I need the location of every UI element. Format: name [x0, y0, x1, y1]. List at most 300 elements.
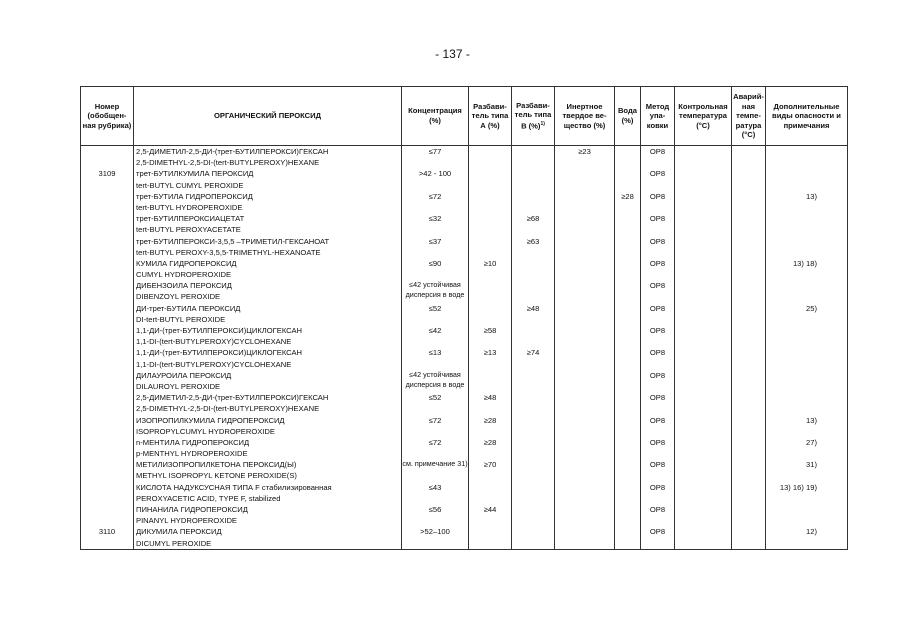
hazards-notes-cell [766, 191, 848, 213]
peroxide-name-cell [134, 280, 402, 302]
packing-method-cell [641, 347, 675, 369]
concentration-value: ≤90 [428, 258, 442, 268]
concentration-value: >52–100 [420, 527, 450, 537]
peroxide-name-cell [134, 347, 402, 369]
packing-method-cell [641, 303, 675, 325]
hazards-notes-cell [766, 213, 848, 235]
water-value [615, 392, 640, 403]
concentration-cell [402, 146, 469, 169]
packing-method-value: OP8 [649, 393, 666, 403]
header-number: Номер (обобщен-ная рубрика) [81, 87, 134, 146]
packing-method-cell [641, 437, 675, 459]
un-number-cell [81, 370, 134, 392]
hazards-notes-cell [766, 437, 848, 459]
packing-method-value: OP8 [649, 214, 666, 224]
water-cell [615, 370, 641, 392]
water-value [615, 303, 640, 314]
table-row [81, 347, 848, 369]
inert-solid-cell [555, 146, 615, 169]
concentration-cell [402, 459, 469, 481]
hazards-notes-cell [766, 370, 848, 392]
concentration-cell [402, 415, 469, 437]
diluent-a-value [469, 370, 511, 381]
table-row [81, 437, 848, 459]
diluent-a-cell [469, 146, 512, 169]
un-number-cell [81, 146, 134, 169]
un-number-cell [81, 325, 134, 347]
control-temp-cell [675, 504, 732, 526]
diluent-b-value: ≥48 [526, 303, 540, 313]
diluent-b-cell [512, 325, 555, 347]
packing-method-cell [641, 526, 675, 549]
hazards-notes-cell [766, 303, 848, 325]
peroxide-name-ru: ДИЛАУРОИЛА ПЕРОКСИД [136, 370, 232, 380]
concentration-cell [402, 392, 469, 414]
hazards-notes [766, 325, 847, 336]
hazards-notes-cell [766, 347, 848, 369]
emergency-temp-cell [732, 168, 766, 190]
peroxide-name-cell [134, 459, 402, 481]
inert-solid-value [555, 482, 614, 493]
header-row [81, 87, 848, 146]
un-number [81, 258, 133, 269]
un-number: 3110 [98, 527, 116, 537]
table-row [81, 459, 848, 481]
diluent-b-cell [512, 280, 555, 302]
inert-solid-value [555, 504, 614, 515]
hazards-notes-cell [766, 236, 848, 258]
concentration-cell [402, 191, 469, 213]
emergency-temp-cell [732, 191, 766, 213]
header-peroxide: ОРГАНИЧЕСКИЙ ПЕРОКСИД [134, 87, 402, 146]
diluent-b-value [512, 325, 554, 336]
peroxide-table [80, 86, 848, 550]
hazards-notes-cell [766, 258, 848, 280]
un-number-cell [81, 347, 134, 369]
diluent-b-value [512, 415, 554, 426]
header-emergency-temp: Аварий-ная темпе-ратура (°С) [732, 87, 766, 146]
diluent-a-value [469, 303, 511, 314]
concentration-value: ≤42 [428, 326, 442, 335]
emergency-temp-cell [732, 258, 766, 280]
diluent-b-cell [512, 370, 555, 392]
water-cell [615, 415, 641, 437]
diluent-b-value [512, 526, 554, 537]
packing-method-value: OP8 [649, 303, 666, 313]
peroxide-name-ru: КУМИЛА ГИДРОПЕРОКСИД [136, 258, 237, 268]
peroxide-name-en: PINANYL HYDROPEROXIDE [136, 516, 237, 526]
table-row [81, 191, 848, 213]
inert-solid-value [555, 370, 614, 381]
inert-solid-cell [555, 482, 615, 504]
diluent-a-value [469, 191, 511, 202]
hazards-notes-cell [766, 415, 848, 437]
peroxide-name-en: tert-BUTYL PEROXY-3,5,5-TRIMETHYL-HEXANOATE [136, 247, 321, 257]
water-value [615, 325, 640, 336]
peroxide-name-cell [134, 213, 402, 235]
emergency-temp-cell [732, 392, 766, 414]
emergency-temp-cell [732, 347, 766, 369]
diluent-a-cell [469, 392, 512, 414]
table-row [81, 213, 848, 235]
concentration-value: ≤13 [428, 348, 442, 358]
water-cell [615, 280, 641, 302]
peroxide-name-cell [134, 504, 402, 526]
hazards-notes-cell [766, 526, 848, 549]
un-number [81, 146, 133, 157]
water-value [615, 347, 640, 358]
inert-solid-cell [555, 303, 615, 325]
un-number [81, 325, 133, 336]
emergency-temp-cell [732, 459, 766, 481]
inert-solid-cell [555, 258, 615, 280]
inert-solid-value [555, 437, 614, 448]
header-water: Вода (%) [615, 87, 641, 146]
diluent-b-value [512, 168, 554, 179]
un-number-cell [81, 392, 134, 414]
table-row [81, 258, 848, 280]
un-number-cell [81, 504, 134, 526]
inert-solid-cell [555, 370, 615, 392]
packing-method-value: OP8 [649, 482, 666, 492]
header-diluent-b-footnote: 1) [540, 121, 545, 128]
concentration-value: ≤52 [428, 303, 442, 313]
water-cell [615, 482, 641, 504]
water-value [615, 482, 640, 493]
peroxide-name-ru: 1,1-ДИ-(трет-БУТИЛПЕРОКСИ)ЦИКЛОГЕКСАН [136, 348, 303, 358]
diluent-a-cell [469, 347, 512, 369]
packing-method-value: OP8 [649, 191, 666, 201]
hazards-notes-cell [766, 325, 848, 347]
peroxide-name-cell [134, 437, 402, 459]
un-number-cell [81, 526, 134, 549]
peroxide-name-ru: 2,5-ДИМЕТИЛ-2,5-ДИ-(трет-БУТИЛПЕРОКСИ)ГЕКСАН [136, 393, 329, 403]
inert-solid-cell [555, 280, 615, 302]
packing-method-value: OP8 [649, 236, 666, 246]
control-temp-cell [675, 482, 732, 504]
water-value [615, 415, 640, 426]
emergency-temp-cell [732, 482, 766, 504]
peroxide-name-ru: трет-БУТИЛПЕРОКСИ-3,5,5 –ТРИМЕТИЛ-ГЕКСАНОАТ [136, 236, 330, 246]
emergency-temp-cell [732, 437, 766, 459]
inert-solid-cell [555, 168, 615, 190]
table-row [81, 482, 848, 504]
table-row [81, 392, 848, 414]
diluent-a-cell [469, 213, 512, 235]
peroxide-name-ru: 2,5-ДИМЕТИЛ-2,5-ДИ-(трет-БУТИЛПЕРОКСИ)ГЕКСАН [136, 147, 329, 156]
inert-solid-value [555, 258, 614, 269]
diluent-b-cell [512, 191, 555, 213]
packing-method-cell [641, 280, 675, 302]
packing-method-cell [641, 191, 675, 213]
inert-solid-value [555, 280, 614, 291]
diluent-a-cell [469, 325, 512, 347]
peroxide-name-en: 2,5-DIMETHYL-2,5-DI-(tert-BUTYLPEROXY)HEXANE [136, 404, 320, 414]
packing-method-value: OP8 [649, 326, 666, 335]
peroxide-name-en: 2,5-DIMETHYL-2,5-DI-(tert-BUTYLPEROXY)HEXANE [136, 158, 320, 168]
hazards-notes: 13) 18) [792, 258, 817, 268]
diluent-a-value [469, 213, 511, 224]
un-number [81, 392, 133, 403]
hazards-notes: 25) [806, 303, 817, 313]
water-value [615, 213, 640, 224]
inert-solid-value [555, 168, 614, 179]
table-row [81, 415, 848, 437]
diluent-a-cell [469, 280, 512, 302]
concentration-value: ≤32 [428, 214, 442, 224]
inert-solid-value: ≥23 [578, 147, 591, 156]
water-cell [615, 392, 641, 414]
hazards-notes [766, 168, 847, 179]
packing-method-value: OP8 [649, 348, 666, 358]
diluent-b-cell [512, 258, 555, 280]
diluent-a-cell [469, 526, 512, 549]
diluent-a-value: ≥58 [483, 326, 497, 335]
water-cell [615, 347, 641, 369]
peroxide-name-en: CUMYL HYDROPEROXIDE [136, 270, 232, 280]
emergency-temp-cell [732, 504, 766, 526]
diluent-a-value: ≥28 [483, 437, 497, 447]
hazards-notes [766, 347, 847, 358]
peroxide-name-cell [134, 526, 402, 549]
diluent-a-value [469, 482, 511, 493]
hazards-notes [766, 280, 847, 291]
diluent-b-cell [512, 415, 555, 437]
concentration-value: ≤72 [428, 437, 442, 447]
concentration-cell [402, 325, 469, 347]
diluent-a-cell [469, 168, 512, 190]
peroxide-name-cell [134, 325, 402, 347]
peroxide-name-cell [134, 191, 402, 213]
water-cell [615, 146, 641, 169]
peroxide-name-ru: 1,1-ДИ-(трет-БУТИЛПЕРОКСИ)ЦИКЛОГЕКСАН [136, 326, 303, 335]
table-row [81, 168, 848, 190]
concentration-value: ≤42 устойчивая дисперсия в воде [405, 280, 465, 300]
hazards-notes-cell [766, 392, 848, 414]
hazards-notes: 12) [806, 527, 817, 537]
water-value [615, 236, 640, 247]
un-number [81, 347, 133, 358]
water-cell [615, 325, 641, 347]
un-number-cell [81, 459, 134, 481]
inert-solid-cell [555, 213, 615, 235]
peroxide-name-cell [134, 258, 402, 280]
un-number-cell [81, 482, 134, 504]
emergency-temp-cell [732, 526, 766, 549]
control-temp-cell [675, 168, 732, 190]
emergency-temp-cell [732, 146, 766, 169]
un-number [81, 191, 133, 202]
concentration-cell [402, 213, 469, 235]
header-diluent-b-label: Разбави-тель типа В (%) [514, 100, 552, 131]
concentration-cell [402, 236, 469, 258]
water-value [615, 258, 640, 269]
hazards-notes: 31) [806, 460, 817, 470]
peroxide-name-cell [134, 146, 402, 169]
packing-method-cell [641, 325, 675, 347]
table-row [81, 370, 848, 392]
water-value [615, 504, 640, 515]
hazards-notes [766, 236, 847, 247]
un-number-cell [81, 280, 134, 302]
peroxide-name-ru: ПИНАНИЛА ГИДРОПЕРОКСИД [136, 505, 248, 514]
peroxide-name-ru: ИЗОПРОПИЛКУМИЛА ГИДРОПЕРОКСИД [136, 415, 285, 425]
diluent-b-cell [512, 213, 555, 235]
inert-solid-cell [555, 459, 615, 481]
peroxide-name-ru: трет-БУТИЛА ГИДРОПЕРОКСИД [136, 191, 253, 201]
diluent-a-cell [469, 191, 512, 213]
header-hazards: Дополнительные виды опасности и примечания [766, 87, 848, 146]
hazards-notes [766, 146, 847, 157]
concentration-value: ≤43 [428, 482, 442, 492]
diluent-b-value [512, 437, 554, 448]
peroxide-name-en: p-MENTHYL HYDROPEROXIDE [136, 449, 248, 459]
diluent-a-value [469, 236, 511, 247]
water-cell [615, 258, 641, 280]
water-cell [615, 236, 641, 258]
peroxide-name-cell [134, 303, 402, 325]
diluent-b-value [512, 504, 554, 515]
concentration-cell [402, 437, 469, 459]
table-row [81, 325, 848, 347]
peroxide-name-cell [134, 392, 402, 414]
packing-method-value: OP8 [649, 147, 666, 156]
diluent-a-cell [469, 258, 512, 280]
diluent-a-value: ≥13 [483, 348, 497, 358]
hazards-notes [766, 213, 847, 224]
hazards-notes [766, 504, 847, 515]
emergency-temp-cell [732, 370, 766, 392]
diluent-b-value [512, 280, 554, 291]
diluent-b-value [512, 191, 554, 202]
packing-method-value: OP8 [649, 281, 666, 291]
packing-method-cell [641, 392, 675, 414]
concentration-value: см. примечание 31) [402, 459, 468, 469]
control-temp-cell [675, 236, 732, 258]
concentration-cell [402, 370, 469, 392]
diluent-a-cell [469, 236, 512, 258]
control-temp-cell [675, 191, 732, 213]
diluent-b-value: ≥63 [526, 236, 540, 246]
peroxide-name-cell [134, 482, 402, 504]
peroxide-name-en: tert-BUTYL PEROXYACETATE [136, 225, 241, 235]
inert-solid-value [555, 213, 614, 224]
un-number [81, 370, 133, 381]
peroxide-name-cell [134, 236, 402, 258]
concentration-cell [402, 168, 469, 190]
emergency-temp-cell [732, 236, 766, 258]
table-row [81, 280, 848, 302]
packing-method-cell [641, 459, 675, 481]
control-temp-cell [675, 280, 732, 302]
hazards-notes: 13) 16) 19) [779, 482, 817, 492]
un-number-cell [81, 303, 134, 325]
diluent-a-cell [469, 437, 512, 459]
diluent-b-cell [512, 146, 555, 169]
inert-solid-cell [555, 347, 615, 369]
concentration-cell [402, 303, 469, 325]
emergency-temp-cell [732, 280, 766, 302]
diluent-a-value: ≥28 [483, 415, 497, 425]
diluent-b-value [512, 482, 554, 493]
diluent-a-value [469, 146, 511, 157]
peroxide-name-cell [134, 168, 402, 190]
un-number-cell [81, 437, 134, 459]
concentration-value: ≤72 [428, 191, 442, 201]
packing-method-value: OP8 [649, 169, 666, 179]
un-number-cell [81, 415, 134, 437]
water-value [615, 370, 640, 381]
control-temp-cell [675, 146, 732, 169]
un-number [81, 437, 133, 448]
peroxide-name-en: PEROXYACETIC ACID, TYPE F, stabilized [136, 493, 281, 503]
hazards-notes: 13) [806, 191, 817, 201]
un-number [81, 213, 133, 224]
packing-method-cell [641, 213, 675, 235]
water-value [615, 280, 640, 291]
packing-method-cell [641, 168, 675, 190]
water-value: ≥28 [621, 191, 634, 201]
concentration-cell [402, 280, 469, 302]
water-cell [615, 191, 641, 213]
inert-solid-value [555, 526, 614, 537]
peroxide-name-ru: трет-БУТИЛПЕРОКСИАЦЕТАТ [136, 214, 245, 224]
table-row [81, 146, 848, 169]
peroxide-name-cell [134, 370, 402, 392]
peroxide-name-ru: МЕТИЛИЗОПРОПИЛКЕТОНА ПЕРОКСИД(Ы) [136, 460, 297, 470]
diluent-a-cell [469, 482, 512, 504]
water-value [615, 459, 640, 470]
inert-solid-value [555, 303, 614, 314]
peroxide-name-ru: ДИКУМИЛА ПЕРОКСИД [136, 527, 222, 537]
inert-solid-cell [555, 526, 615, 549]
packing-method-cell [641, 146, 675, 169]
header-control-temp: Контрольная температура (°С) [675, 87, 732, 146]
packing-method-value: OP8 [649, 505, 666, 514]
packing-method-value: OP8 [649, 437, 666, 447]
concentration-cell [402, 504, 469, 526]
packing-method-value: OP8 [649, 370, 666, 380]
diluent-a-value: ≥48 [483, 393, 497, 403]
inert-solid-cell [555, 325, 615, 347]
inert-solid-cell [555, 236, 615, 258]
diluent-b-value [512, 146, 554, 157]
diluent-b-value: ≥68 [526, 214, 540, 224]
un-number [81, 482, 133, 493]
header-concentration: Концентрация (%) [402, 87, 469, 146]
diluent-b-value: ≥74 [526, 348, 540, 358]
hazards-notes: 27) [806, 437, 817, 447]
peroxide-name-ru: ДИ-трет-БУТИЛА ПЕРОКСИД [136, 303, 241, 313]
header-diluent-a: Разбави-тель типа А (%) [469, 87, 512, 146]
inert-solid-cell [555, 191, 615, 213]
control-temp-cell [675, 459, 732, 481]
un-number [81, 504, 133, 515]
concentration-cell [402, 258, 469, 280]
inert-solid-cell [555, 504, 615, 526]
water-cell [615, 303, 641, 325]
peroxide-name-en: ISOPROPYLCUMYL HYDROPEROXIDE [136, 426, 275, 436]
diluent-b-cell [512, 526, 555, 549]
peroxide-name-en: 1,1-DI-(tert-BUTYLPEROXY)CYCLOHEXANE [136, 359, 292, 369]
concentration-value: >42 - 100 [418, 169, 452, 179]
diluent-b-cell [512, 482, 555, 504]
diluent-b-cell [512, 459, 555, 481]
emergency-temp-cell [732, 415, 766, 437]
peroxide-name-en: DILAUROYL PEROXIDE [136, 381, 221, 391]
control-temp-cell [675, 258, 732, 280]
inert-solid-cell [555, 392, 615, 414]
